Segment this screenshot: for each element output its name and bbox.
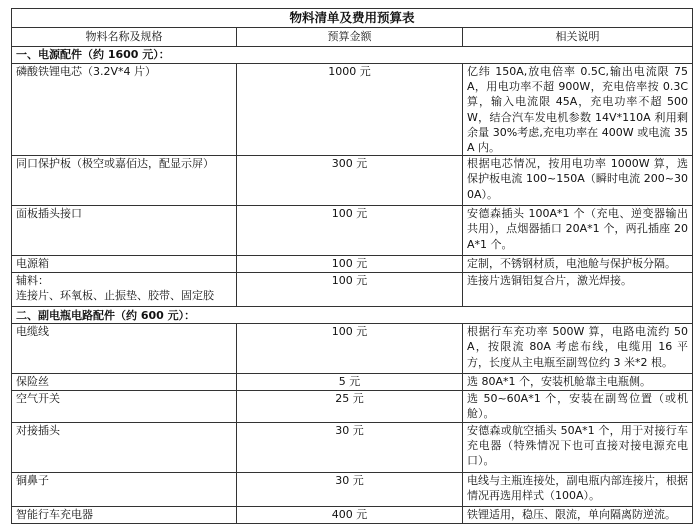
item-name: 智能行车充电器	[12, 506, 237, 523]
section-heading-power: 一、电源配件（约 1600 元）：	[12, 47, 693, 64]
table-row	[12, 506, 693, 523]
table-row	[12, 206, 693, 256]
item-note: 根据电芯情况，按用电功率 1000W 算，选保护板电流 100~150A（瞬时电流 200~300A）。	[463, 156, 693, 206]
column-header-amount: 预算金额	[237, 28, 463, 47]
section-heading-aux-battery: 二、副电瓶电路配件（约 600 元）：	[12, 307, 693, 324]
item-note: 选 50~60A*1 个，安装在副驾位置（或机舱）。	[463, 391, 693, 422]
item-amount: 100 元	[237, 324, 463, 374]
item-name: 铜鼻子	[12, 472, 237, 506]
item-amount: 300 元	[237, 156, 463, 206]
table-title: 物料清单及费用预算表	[12, 9, 693, 28]
item-amount: 5 元	[237, 374, 463, 391]
item-note: 铁锂适用，稳压、限流，单向隔离防逆流。	[463, 506, 693, 523]
table-row	[12, 324, 693, 374]
item-amount: 400 元	[237, 506, 463, 523]
item-note: 亿纬 150A,放电倍率 0.5C,输出电流限 75A，用电功率不超 900W，充电倍率按 0.3C 算，输入电流限 45A，充电功率不超 500W，结合汽车发电机参数 14V*110A 利用剩余量 30%考虑,充电功率在 400W 或电流 35A 内。	[463, 64, 693, 156]
table-row	[12, 273, 693, 307]
item-name: 面板插头接口	[12, 206, 237, 256]
item-name: 磷酸铁锂电芯（3.2V*4 片）	[12, 64, 237, 156]
item-amount: 100 元	[237, 273, 463, 307]
item-amount: 25 元	[237, 391, 463, 422]
item-amount: 1000 元	[237, 64, 463, 156]
table-row	[12, 374, 693, 391]
item-note: 电线与主瓶连接处，副电瓶内部连接片，根据情况再选用样式（100A）。	[463, 472, 693, 506]
item-note: 选 80A*1 个，安装机舱靠主电瓶侧。	[463, 374, 693, 391]
item-name: 同口保护板（极空或嘉佰达，配显示屏）	[12, 156, 237, 206]
item-amount: 30 元	[237, 472, 463, 506]
item-name: 电缆线	[12, 324, 237, 374]
item-note: 根据行车充功率 500W 算，电路电流约 50A，按限流 80A 考虑布线，电缆用 16 平方，长度从主电瓶至副驾位约 3 米*2 根。	[463, 324, 693, 374]
table-row	[12, 156, 693, 206]
item-note: 安德森或航空插头 50A*1 个，用于对接行车充电器（特殊情况下也可直接对接电源充电口）。	[463, 422, 693, 472]
item-amount: 100 元	[237, 206, 463, 256]
table-row	[12, 472, 693, 506]
item-note: 安德森插头 100A*1 个（充电、逆变器输出共用），点烟器插口 20A*1 个，两孔插座 20A*1 个。	[463, 206, 693, 256]
table-row	[12, 422, 693, 472]
table-row	[12, 64, 693, 156]
item-note: 连接片选铜铝复合片，激光焊接。	[463, 273, 693, 307]
column-header-notes: 相关说明	[463, 28, 693, 47]
column-header-item: 物料名称及规格	[12, 28, 237, 47]
budget-table	[11, 8, 693, 524]
table-row	[12, 256, 693, 273]
item-name: 辅料： 连接片、环氧板、止振垫、胶带、固定胶	[12, 273, 237, 307]
table-row	[12, 391, 693, 422]
item-amount: 100 元	[237, 256, 463, 273]
item-name: 电源箱	[12, 256, 237, 273]
item-note: 定制，不锈钢材质，电池舱与保护板分隔。	[463, 256, 693, 273]
item-amount: 30 元	[237, 422, 463, 472]
item-name: 空气开关	[12, 391, 237, 422]
item-name: 保险丝	[12, 374, 237, 391]
item-name: 对接插头	[12, 422, 237, 472]
